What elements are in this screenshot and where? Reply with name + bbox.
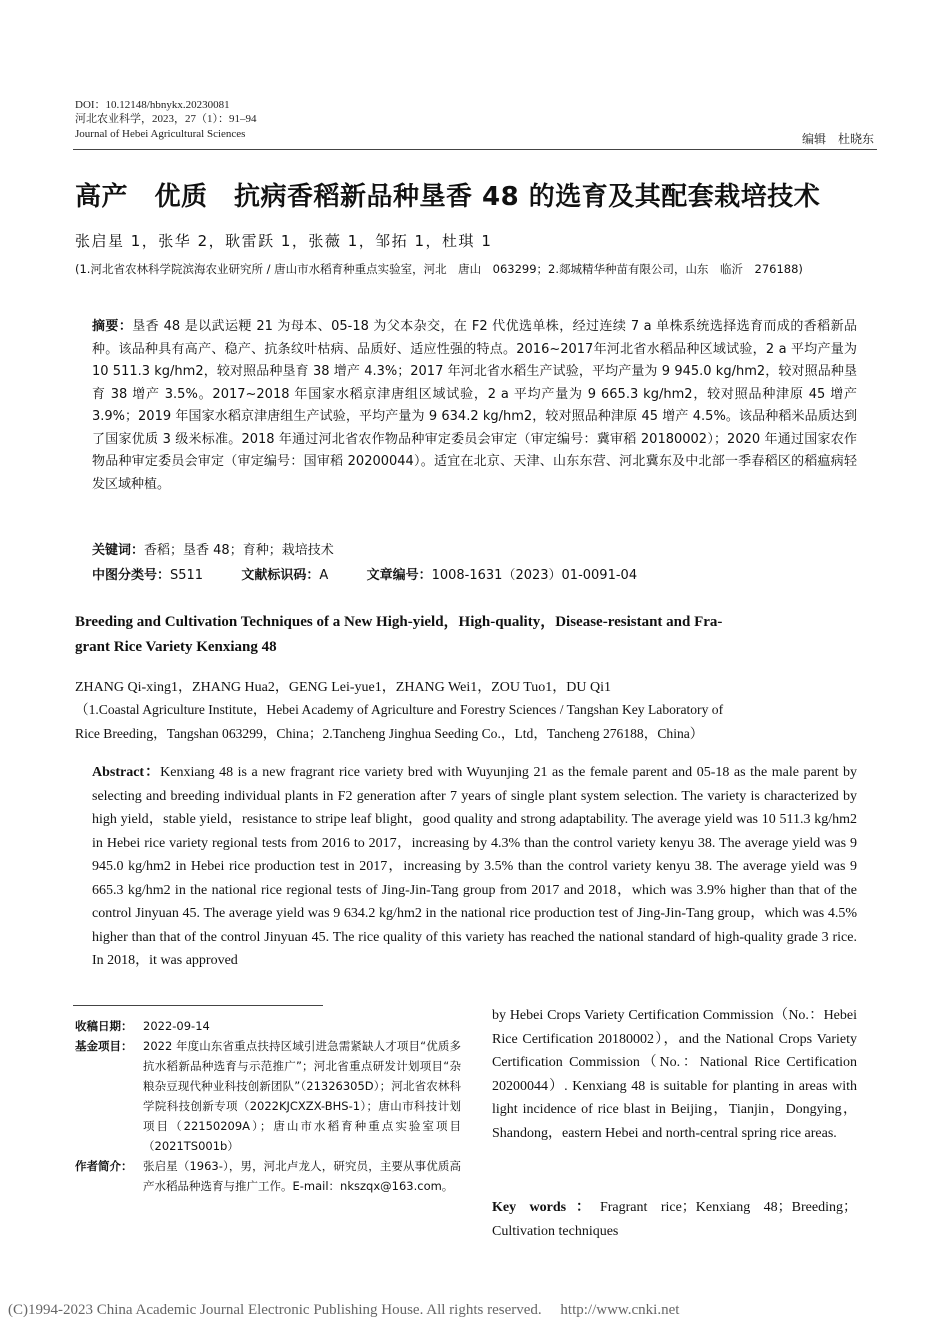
received-value: 2022-09-14 [143, 1019, 210, 1033]
affiliation-cn: (1.河北省农林科学院滨海农业研究所 / 唐山市水稻育种重点实验室，河北 唐山 063299；2.郯城精华种苗有限公司，山东 临沂 276188) [75, 262, 803, 276]
author-bio-label: 作者简介： [75, 1159, 133, 1173]
abstract-en-continued: by Hebei Crops Variety Certification Commission（No.：Hebei Rice Certification 20180002），and the National Crops Variety Certification Commission（No.：National Rice Certification 20200044）. Kenxiang 48 is suitable for planting in areas with light incidence of rice blast in Beijing，Tianjin，Dongying，Shandong，eastern Hebei and north-central spring rice areas. [492, 1008, 857, 1141]
doc-code-label: 文献标识码： [241, 568, 320, 583]
footnotes [75, 1016, 465, 1196]
keywords-cn-text: 香稻；垦香 48；育种；栽培技术 [144, 543, 334, 558]
doc-code-value: A [319, 568, 329, 583]
keywords-en-text: Fragrant rice；Kenxiang 48；Breeding；Cultivation techniques [492, 1200, 857, 1239]
affiliation-en-line-1: （1.Coastal Agriculture Institute，Hebei Academy of Agriculture and Forestry Sciences / Tangshan Key Laboratory of [75, 702, 724, 717]
clc-value: S511 [170, 568, 204, 583]
affiliation-en-line-2: Rice Breeding，Tangshan 063299，China；2.Tancheng Jinghua Seeding Co.，Ltd，Tancheng 276188，China） [75, 726, 704, 741]
classification-line [92, 565, 857, 588]
keywords-en [492, 1196, 857, 1243]
fund-value: 2022 年度山东省重点扶持区域引进急需紧缺人才项目“优质多抗水稻新品种选育与示范推广”；河北省重点研发计划项目“杂粮杂豆现代种业科技创新团队”（21326305D）；河北省农林科学院科技创新专项（2022KJCXZX-BHS-1）；唐山市科技计划项目（22150209A）；唐山市水稻育种重点实验室项目（2021TS001b） [143, 1039, 461, 1153]
title-en-line-2: grant Rice Variety Kenxiang 48 [75, 639, 277, 655]
keywords-cn-label: 关键词： [92, 543, 145, 558]
footnote-author [75, 1156, 465, 1196]
abstract-en-label: Abstract： [92, 765, 161, 780]
abstract-cn-label: 摘要： [92, 319, 133, 334]
article-no-label: 文章编号： [366, 568, 432, 583]
page-title: 高产 优质 抗病香稻新品种垦香 48 的选育及其配套栽培技术 [75, 182, 821, 212]
header-journal-cn: 河北农业科学，2023，27（1）：91–94 [75, 113, 257, 125]
abstract-cn-text: 垦香 48 是以武运粳 21 为母本、05-18 为父本杂交，在 F2 代优选单株，经过连续 7 a 单株系统选择选育而成的香稻新品种。该品种具有高产、稳产、抗条纹叶枯病、品质好、适应性强的特点。2016~2017年河北省水稻品种区域试验，2 a 平均产量为 10 511.3 kg/hm2，较对照品种垦育 38 增产 4.3%；2017 年河北省水稻生产试验，平均产量为 9 945.0 kg/hm2，较对照品种垦育 38 增产 3.5%。2017~2018 年国家水稻京津唐组区域试验，2 a 平均产量为 9 665.3 kg/hm2，较对照品种津原 45 增产 3.9%；2019 年国家水稻京津唐组生产试验，平均产量为 9 634.2 kg/hm2，较对照品种津原 45 增产 4.5%。该品种稻米品质达到了国家优质 3 级米标准。2018 年通过河北省农作物品种审定委员会审定（审定编号：冀审稻 20180002）；2020 年通过国家农作物品种审定委员会审定（审定编号：国审稻 20200044）。适宜在北京、天津、山东东营、河北冀东及中北部一季春稻区的稻瘟病轻发区域种植。 [92, 319, 857, 492]
received-label: 收稿日期： [75, 1019, 133, 1033]
authors-cn: 张启星 1，张华 2，耿雷跃 1，张薇 1，邹拓 1，杜琪 1 [75, 232, 493, 250]
footnote-rule [73, 1005, 323, 1006]
clc-label: 中图分类号： [92, 568, 171, 583]
header-journal-en: Journal of Hebei Agricultural Sciences [75, 128, 246, 140]
footnote-received [75, 1016, 465, 1036]
header-editor: 编辑 杜晓东 [801, 132, 874, 146]
title-en-line-1: Breeding and Cultivation Techniques of a New High-yield，High-quality，Disease-resistant and Fra- [75, 614, 723, 630]
authors-en: ZHANG Qi-xing1，ZHANG Hua2，GENG Lei-yue1，ZHANG Wei1，ZOU Tuo1，DU Qi1 [75, 680, 612, 695]
article-no-value: 1008-1631（2023）01-0091-04 [431, 568, 638, 583]
abstract-en-text: Kenxiang 48 is a new fragrant rice variety bred with Wuyunjing 21 as the female parent and 05-18 as the male parent by selecting and breeding individual plants in F2 generation after 7 years of single plant system selection. The variety is characterized by high yield，stable yield，resistance to stripe leaf blight，good quality and strong adaptability. The average yield was 10 511.3 kg/hm2 in Hebei rice variety regional tests from 2016 to 2017，increasing by 4.3% than the control variety kenyu 38. The average yield was 9 945.0 kg/hm2 in Hebei rice production test in 2017，increasing by 3.5% than the control variety kenyu 38. The average yield was 9 665.3 kg/hm2 in the national rice regional tests of Jing-Jin-Tang group from 2017 and 2018，which was 3.9% higher than that of the control Jinyuan 45. The average yield was 9 634.2 kg/hm2 in the national rice production test of Jing-Jin-Tang group，which was 4.5% higher than that of the control Jinyuan 45. The rice quality of this variety has reached the national standard of high-quality grade 3 rice. In 2018，it was approved [92, 765, 857, 968]
keywords-cn [92, 540, 857, 563]
keywords-en-label: Key words： [492, 1200, 600, 1215]
header-rule [73, 149, 877, 150]
footnote-fund [75, 1036, 465, 1156]
abstract-cn [92, 316, 857, 496]
footer-copyright: (C)1994-2023 China Academic Journal Electronic Publishing House. All rights reserved. http://www.cnki.net [8, 1302, 680, 1318]
author-bio-value: 张启星（1963-），男，河北卢龙人，研究员，主要从事优质高产水稻品种选育与推广工作。E-mail：nkszqx@163.com。 [143, 1159, 461, 1193]
fund-label: 基金项目： [75, 1039, 133, 1053]
abstract-en [92, 761, 857, 973]
header-doi: DOI：10.12148/hbnykx.20230081 [75, 99, 230, 111]
